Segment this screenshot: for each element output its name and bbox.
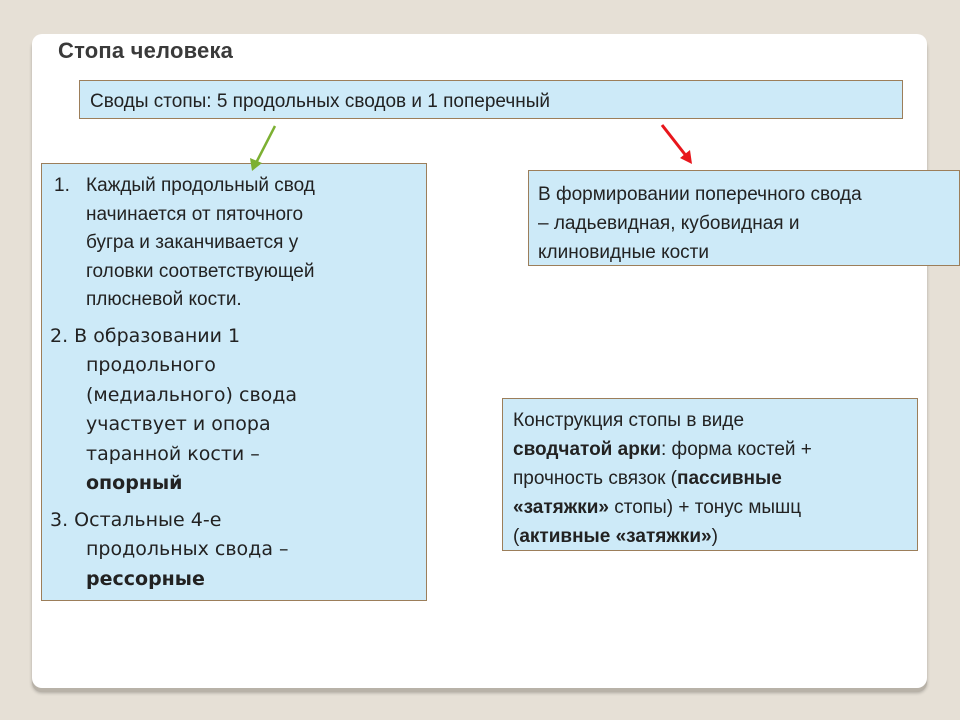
transverse-arch-line: клиновидные кости bbox=[538, 242, 709, 263]
list-item-2 bbox=[50, 322, 416, 499]
header-text: Своды стопы: 5 продольных сводов и 1 поперечный bbox=[90, 91, 550, 112]
passive-term: пассивные bbox=[677, 468, 782, 489]
list-item-2-line: (медиального) свода bbox=[86, 383, 298, 406]
spring-arches-term: рессорные bbox=[86, 567, 205, 590]
list-item-3 bbox=[50, 506, 416, 595]
slide-title: Стопа человека bbox=[58, 38, 234, 63]
arch-construction-box bbox=[502, 398, 918, 551]
list-item-1-line: плюсневой кости. bbox=[86, 289, 242, 310]
list-item-1-text bbox=[86, 172, 416, 315]
ties-term: «затяжки» bbox=[513, 497, 609, 518]
list-item-3-first-line: 3. Остальные 4-е bbox=[50, 508, 222, 531]
construction-line-4: «затяжки» стопы) + тонус мышц bbox=[513, 497, 802, 518]
longitudinal-arches-box bbox=[41, 163, 427, 601]
construction-line-3: прочность связок (пассивные bbox=[513, 468, 782, 489]
list-item-2-line: участвует и опора bbox=[86, 413, 271, 435]
list-item-3-line: продольных свода – bbox=[86, 538, 289, 560]
list-item-2-line: продольного bbox=[86, 354, 216, 376]
list-item-1-line: начинается от пяточного bbox=[86, 203, 304, 225]
construction-line-5: (активные «затяжки») bbox=[513, 526, 718, 547]
construction-line-1: Конструкция стопы в виде bbox=[513, 410, 745, 431]
construction-line-2: сводчатой арки: форма костей + bbox=[513, 439, 812, 460]
transverse-arch-box bbox=[528, 170, 960, 266]
list-item-1-line: Каждый продольный свод bbox=[86, 175, 315, 196]
list-item-1-number: 1. bbox=[54, 175, 70, 196]
transverse-arch-line: В формировании поперечного свода bbox=[538, 184, 862, 205]
list-item-2-line: таранной кости – bbox=[86, 442, 260, 465]
supporting-arch-term: опорный bbox=[86, 472, 183, 494]
transverse-arch-line: – ладьевидная, кубовидная и bbox=[538, 213, 800, 234]
vaulted-arch-term: сводчатой арки bbox=[513, 439, 661, 460]
list-item-2-first-line: 2. В образовании 1 bbox=[50, 324, 241, 347]
list-item-1 bbox=[54, 172, 416, 315]
list-item-1-line: бугра и заканчивается у bbox=[86, 232, 299, 253]
list-item-1-line: головки соответствующей bbox=[86, 260, 315, 282]
header-box bbox=[79, 80, 903, 119]
active-ties-term: активные «затяжки» bbox=[519, 526, 712, 547]
